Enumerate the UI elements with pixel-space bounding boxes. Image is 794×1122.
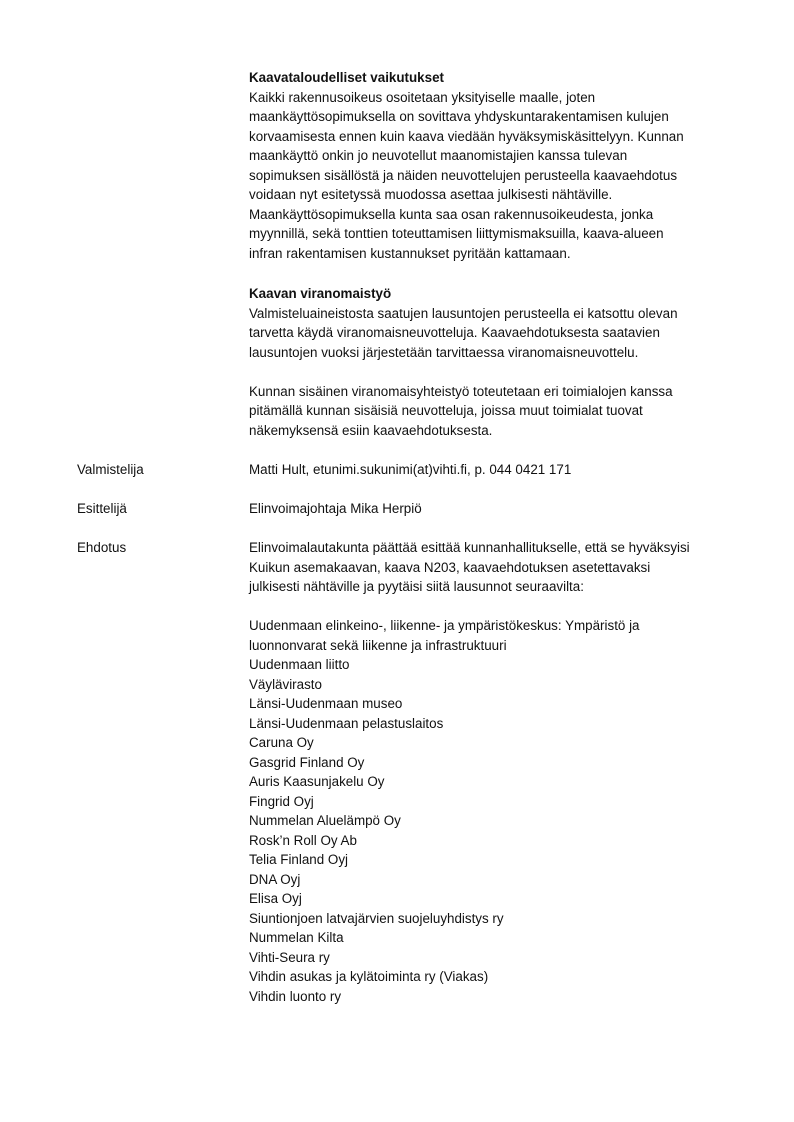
list-item: Nummelan Aluelämpö Oy bbox=[249, 813, 401, 828]
list-item: Vihdin asukas ja kylätoiminta ry (Viakas) bbox=[249, 969, 489, 984]
proposal-value bbox=[249, 538, 749, 1006]
list-item: Fingrid Oyj bbox=[249, 793, 314, 809]
authority-line: näkemyksensä esiin kaavaehdotuksesta. bbox=[249, 422, 493, 438]
list-item: DNA Oyj bbox=[249, 871, 301, 887]
list-item: Gasgrid Finland Oy bbox=[249, 754, 365, 770]
list-item: Länsi-Uudenmaan museo bbox=[249, 696, 403, 711]
impacts-line: maankäyttö onkin jo neuvotellut maanomistajien kanssa tulevan bbox=[249, 148, 628, 163]
proposal-line: Kuikun asemakaavan, kaava N203, kaavaehdotuksen asetettavaksi bbox=[249, 559, 651, 575]
authority-line: tarvetta käydä viranomaisneuvotteluja. Kaavaehdotuksesta saatavien bbox=[249, 325, 660, 340]
list-item: Rosk’n Roll Oy Ab bbox=[249, 832, 357, 848]
authority-section bbox=[249, 284, 749, 440]
spacer bbox=[249, 362, 749, 382]
list-item: Vihti-Seura ry bbox=[249, 949, 330, 965]
recipient-list bbox=[249, 616, 749, 1006]
list-item: Auris Kaasunjakelu Oy bbox=[249, 774, 385, 789]
presenter-label: Esittelijä bbox=[77, 501, 127, 516]
proposal-label: Ehdotus bbox=[77, 540, 127, 555]
authority-line: lausuntojen vuoksi järjestetään tarvittaessa viranomaisneuvottelu. bbox=[249, 344, 639, 360]
authority-line: Kunnan sisäinen viranomaisyhteistyö toteutetaan eri toimialojen kanssa bbox=[249, 383, 673, 399]
impacts-line: Maankäyttösopimuksella kunta saa osan rakennusoikeudesta, jonka bbox=[249, 206, 654, 222]
impacts-section bbox=[249, 68, 749, 263]
preparer-value: Matti Hult, etunimi.sukunimi(at)vihti.fi, p. 044 0421 171 bbox=[249, 462, 572, 477]
impacts-line: Kaikki rakennusoikeus osoitetaan yksityiselle maalle, joten bbox=[249, 89, 596, 105]
impacts-line: voidaan nyt esitetyssä muodossa asettaa julkisesti nähtäville. bbox=[249, 187, 613, 202]
impacts-line: infran rakentamisen kustannukset pyritään kattamaan. bbox=[249, 245, 571, 261]
list-item: Telia Finland Oyj bbox=[249, 852, 348, 867]
authority-line: pitämällä kunnan sisäisiä neuvotteluja, joissa muut toimialat tuovat bbox=[249, 403, 643, 418]
impacts-line: korvaamisesta ennen kuin kaava viedään hyväksymiskäsittelyyn. Kunnan bbox=[249, 128, 684, 144]
impacts-line: maankäyttösopimuksella on sovittava yhdyskuntarakentamisen kulujen bbox=[249, 109, 669, 124]
list-item: Uudenmaan liitto bbox=[249, 657, 350, 672]
list-item: luonnonvarat sekä liikenne ja infrastruktuuri bbox=[249, 637, 507, 653]
authority-heading: Kaavan viranomaistyö bbox=[249, 286, 392, 301]
list-item: Elisa Oyj bbox=[249, 891, 302, 906]
list-item: Uudenmaan elinkeino-, liikenne- ja ympäristökeskus: Ympäristö ja bbox=[249, 618, 640, 633]
authority-line: Valmisteluaineistosta saatujen lausuntojen perusteella ei katsottu olevan bbox=[249, 305, 678, 321]
proposal-line: julkisesti nähtäville ja pyytäisi siitä lausunnot seuraavilta: bbox=[249, 579, 584, 594]
list-item: Väylävirasto bbox=[249, 676, 322, 692]
spacer bbox=[249, 597, 749, 617]
impacts-line: sopimuksen sisällöstä ja näiden neuvottelujen perusteella kaavaehdotus bbox=[249, 167, 678, 183]
impacts-line: myynnillä, sekä tonttien toteuttamisen liittymismaksuilla, kaava-alueen bbox=[249, 226, 664, 241]
preparer-label: Valmistelija bbox=[77, 462, 144, 477]
impacts-heading: Kaavataloudelliset vaikutukset bbox=[249, 70, 444, 85]
list-item: Nummelan Kilta bbox=[249, 930, 344, 945]
list-item: Siuntionjoen latvajärvien suojeluyhdistys ry bbox=[249, 910, 504, 926]
list-item: Vihdin luonto ry bbox=[249, 988, 342, 1004]
list-item: Länsi-Uudenmaan pelastuslaitos bbox=[249, 715, 444, 731]
presenter-value: Elinvoimajohtaja Mika Herpiö bbox=[249, 501, 422, 516]
list-item: Caruna Oy bbox=[249, 735, 314, 750]
proposal-line: Elinvoimalautakunta päättää esittää kunnanhallitukselle, että se hyväksyisi bbox=[249, 540, 690, 555]
